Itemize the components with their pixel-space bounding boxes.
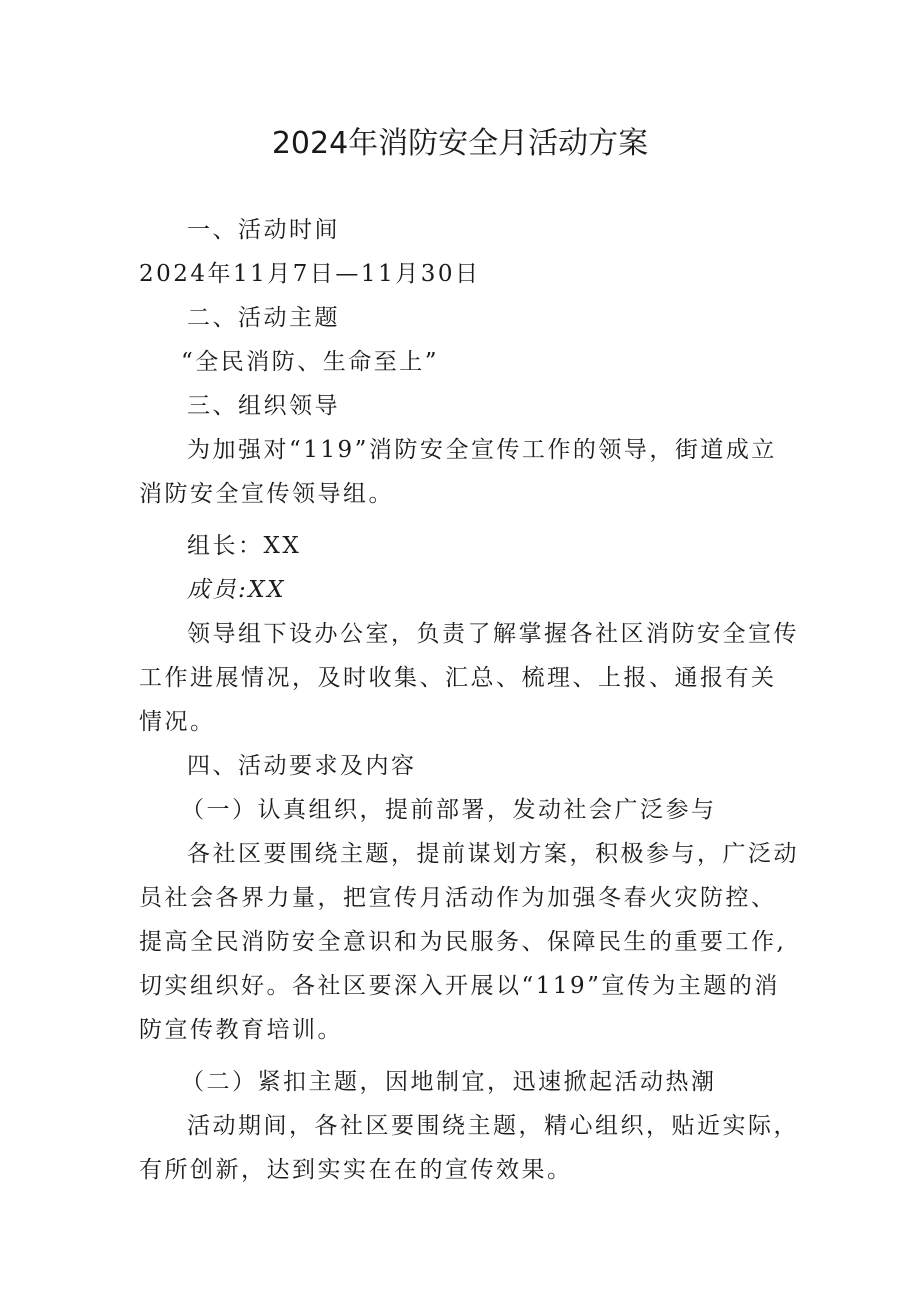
subsection-paragraph-1: 各社区要围绕主题，提前谋划方案，积极参与，广泛动员社会各界力量，把宣传月活动作为加强冬春火灾防控、提高全民消防安全意识和为民服务、保障民生的重要工作,切实组织好。各社区要深入开展以“119”宣传为主题的消防宣传教育培训。 [139,841,799,1043]
section-heading-requirements: 四、活动要求及内容 [187,753,417,779]
group-leader: 组长：XX [187,533,302,559]
subsection-heading-2: （二）紧扣主题，因地制宜，迅速掀起活动热潮 [181,1069,717,1095]
activity-theme: “全民消防、生命至上” [181,349,440,375]
activity-time: 2024年11月7日—11月30日 [139,261,481,287]
document-title: 2024年消防安全月活动方案 [271,126,649,161]
section-heading-theme: 二、活动主题 [187,305,340,331]
document-body [139,208,799,1192]
section-heading-time: 一、活动时间 [187,217,340,243]
office-paragraph: 领导组下设办公室，负责了解掌握各社区消防安全宣传工作进展情况，及时收集、汇总、梳理、上报、通报有关情况。 [139,621,799,735]
subsection-paragraph-2: 活动期间，各社区要围绕主题，精心组织，贴近实际，有所创新，达到实实在在的宣传效果。 [139,1113,799,1183]
group-members: 成员:XX [187,577,286,603]
section-heading-organization: 三、组织领导 [187,393,340,419]
organization-paragraph: 为加强对“119”消防安全宣传工作的领导，街道成立消防安全宣传领导组。 [139,437,777,507]
subsection-heading-1: （一）认真组织，提前部署，发动社会广泛参与 [181,797,717,823]
